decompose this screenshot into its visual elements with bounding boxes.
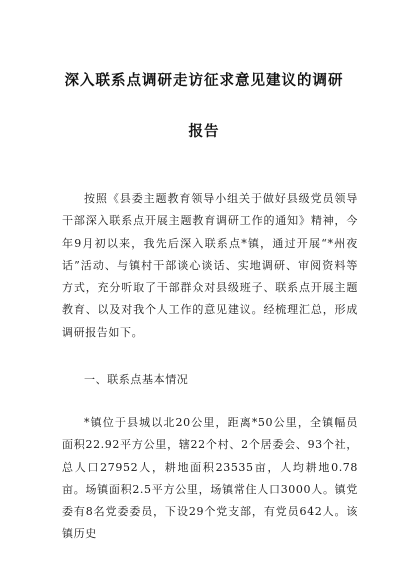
document-title-line-2: 报告 [188,124,220,140]
intro-paragraph: 按照《县委主题教育领导小组关于做好县级党员领导干部深入联系点开展主题教育调研工作的通知》精神，今年9月初以来，我先后深入联系点*镇，通过开展“*州夜话”活动、与镇村干部谈心谈话、实地调研、审阅资料等方式，充分听取了干部群众对县级班子、联系点开展主题教育、以及对我个人工作的意见建议。经梳理汇总，形成调研报告如下。 [62,192,358,339]
document-title-line-1: 深入联系点调研走访征求意见建议的调研 [64,73,344,89]
basic-info-paragraph: *镇位于县城以北20公里，距离*50公里，全镇幅员面积22.92平方公里，辖22个村、2个居委会、93个社，总人口27952人，耕地面积23535亩，人均耕地0.78亩。场镇面积2.5平方公里，场镇常住人口3000人。镇党委有8名党委委员，下设29个党支部，有党员642人。该镇历史 [62,416,358,541]
section-heading-basic-info: 一、联系点基本情况 [84,373,189,386]
